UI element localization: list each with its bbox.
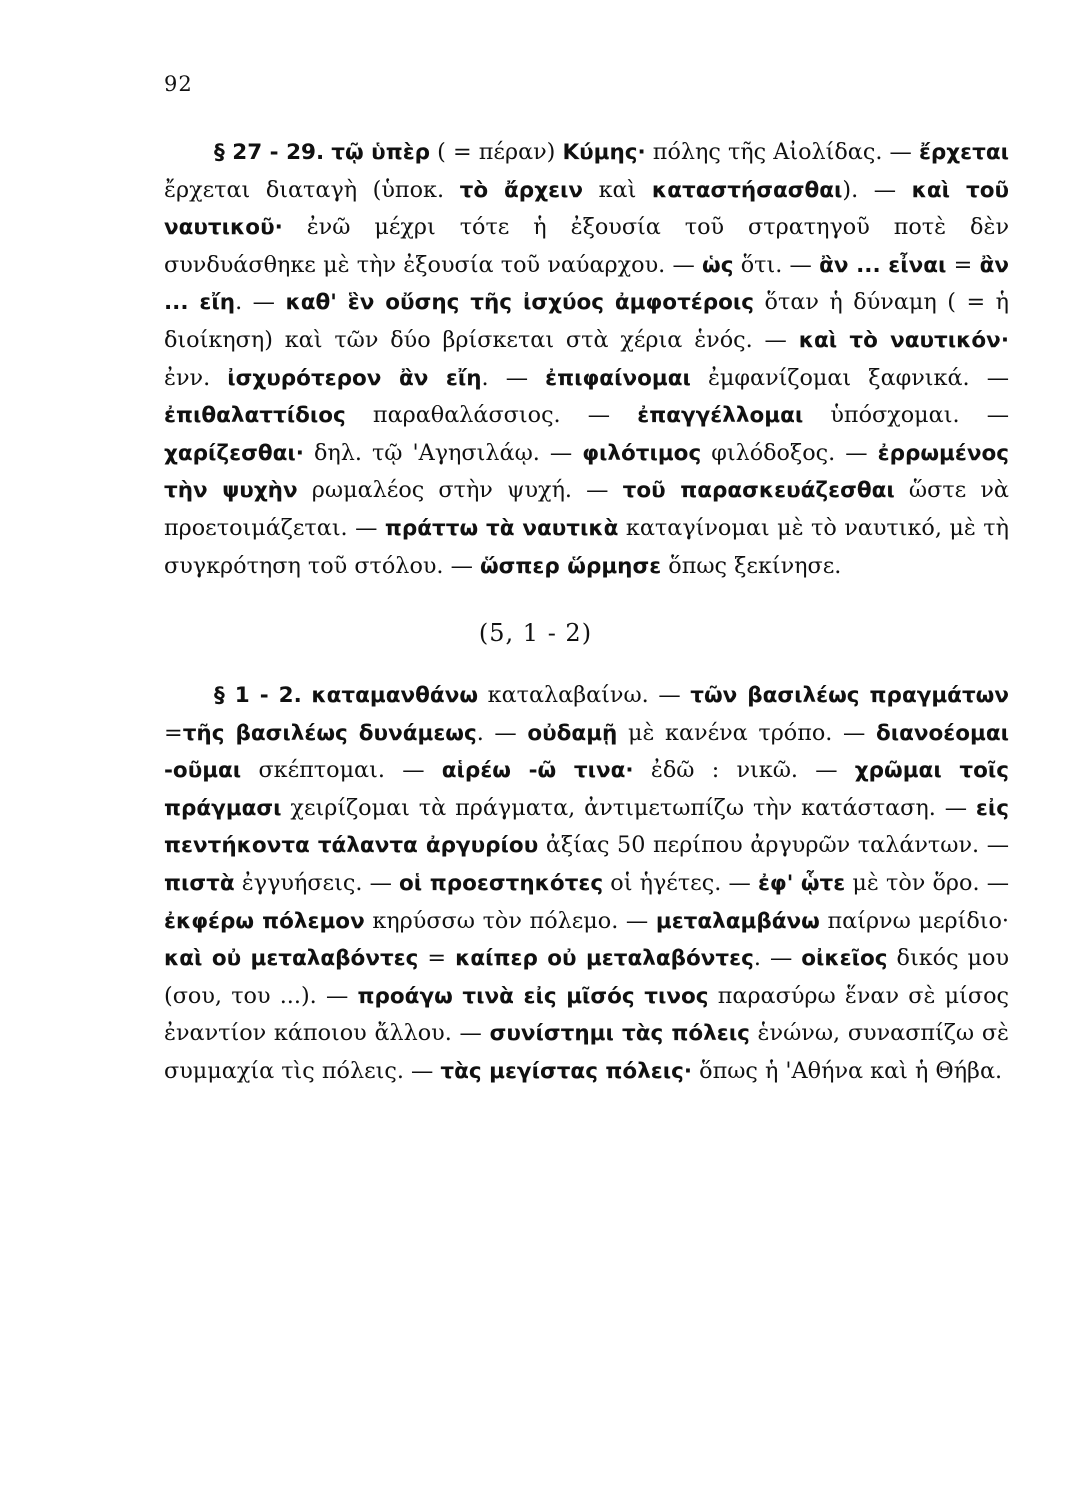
lemma-term: αἱρέω -ῶ τινα· — [441, 758, 634, 784]
gloss-text: παίρνω μερίδιο· — [819, 907, 1009, 934]
lemma-term: ἐκφέρω πόλεμον — [164, 908, 365, 934]
gloss-text: = — [946, 251, 980, 278]
lemma-term: τῷ ὑπὲρ — [331, 140, 431, 165]
gloss-text: καταλαβαίνω. — — [478, 682, 691, 708]
gloss-text: ἐνν. — [164, 364, 228, 391]
gloss-text: ἐμφανίζομαι ξαφνικά. — — [690, 364, 1010, 391]
gloss-text: καὶ — [583, 176, 652, 203]
gloss-text: ρωμαλέος στὴν ψυχή. — — [297, 477, 623, 504]
lemma-term: καταστήσασθαι — [651, 177, 843, 203]
gloss-text: δηλ. τῷ 'Αγησιλάῳ. — — [303, 439, 583, 466]
section-heading: (5, 1 - 2) — [478, 619, 593, 647]
gloss-text: μὲ κανένα τρόπο. — — [617, 719, 876, 746]
gloss-text — [302, 682, 312, 708]
lemma-term: εἰς πεντήκοντα τάλαντα ἀργυρίου — [164, 795, 1009, 859]
lemma-term: πιστὰ — [164, 870, 235, 896]
lemma-term: τῶν βασιλέως πραγμάτων — [690, 683, 1010, 708]
gloss-text: οἱ ἡγέτες. — — [603, 869, 758, 896]
lemma-term: ἐπιθαλαττίδιος — [164, 403, 346, 429]
lemma-term: καὶ τὸ ναυτικόν· — [798, 327, 1009, 353]
lemma-term: διανοέομαι -οῦμαι — [164, 720, 1009, 784]
lemma-term: ἐφ' ᾧτε — [757, 870, 846, 896]
lemma-term: ἰσχυρότερον ἂν εἴη — [227, 365, 482, 391]
lemma-term: καὶ οὐ μεταλαβόντες — [164, 946, 419, 972]
lemma-term: § 27 - 29. — [214, 140, 325, 165]
lemma-term: χαρίζεσθαι· — [164, 440, 304, 466]
lemma-term: ἐπαγγέλλομαι — [637, 403, 804, 429]
lemma-term: τῆς βασιλέως δυνάμεως — [182, 720, 477, 746]
lemma-term: οἰκεῖος — [801, 946, 888, 972]
paragraph-text — [164, 134, 1009, 585]
gloss-text: ὅτι. — — [733, 251, 820, 278]
page-number: 92 — [164, 72, 193, 96]
lemma-term: προάγω τινὰ εἰς μῖσός τινος — [357, 983, 709, 1009]
commentary-paragraph-27-29 — [164, 134, 1009, 585]
lemma-term: ὡς — [702, 252, 734, 278]
lemma-term: οὐδαμῇ — [527, 720, 618, 746]
lemma-term: ἐρρωμένος τὴν ψυχὴν — [164, 440, 1009, 504]
lemma-term: τὸ ἄρχειν — [459, 177, 584, 203]
gloss-text: ὅπως ἡ 'Αθήνα καὶ ἡ Θήβα. — [692, 1057, 1003, 1084]
gloss-text: σκέπτομαι. — — [241, 757, 442, 784]
lemma-term: ἐπιφαίνομαι — [545, 365, 691, 391]
gloss-text: δικός μου (σου, του ...). — — [164, 945, 1010, 1009]
lemma-term: μεταλαμβάνω — [655, 908, 820, 934]
gloss-text: ὑπόσχομαι. — — [803, 402, 1009, 429]
lemma-term: χρῶμαι τοῖς πράγμασι — [164, 758, 1009, 821]
gloss-text: . — — [481, 364, 546, 391]
gloss-text: φιλόδοξος. — — [701, 439, 878, 466]
lemma-term: πράττω τὰ ναυτικὰ — [384, 515, 619, 541]
gloss-text: ( = πέραν) — [430, 139, 563, 165]
gloss-text: μὲ τὸν ὅρο. — — [845, 869, 1009, 896]
lemma-term: ὥσπερ ὥρμησε — [479, 553, 662, 579]
lemma-term: οἱ προεστηκότες — [399, 870, 604, 896]
gloss-text: κηρύσσω τὸν πόλεμο. — — [364, 907, 656, 934]
lemma-term: Κύμης· — [562, 140, 646, 165]
lemma-term: καίπερ οὐ μεταλαβόντες — [455, 946, 754, 972]
gloss-text: πόλης τῆς Αἰολίδας. — — [645, 139, 919, 165]
gloss-text: . — — [235, 289, 286, 316]
gloss-text: καταγίνομαι μὲ τὸ ναυτικό, μὲ τὴ συγκρότηση τοῦ στόλου. — — [164, 514, 1010, 579]
lemma-term: § 1 - 2. — [214, 683, 302, 708]
lemma-term: φιλότιμος — [582, 440, 702, 466]
gloss-text: ἐγγυήσεις. — — [234, 869, 400, 896]
gloss-text: ὅταν ἡ δύναμη ( = ἡ διοίκηση) καὶ τῶν δύο βρίσκεται στὰ χέρια ἑνός. — — [164, 289, 1010, 353]
gloss-text: ὥστε νὰ προετοιμάζεται. — — [164, 477, 1009, 541]
paragraph-text — [164, 677, 1009, 1091]
gloss-text: . — — [476, 719, 528, 746]
lemma-term: καὶ τοῦ ναυτικοῦ· — [164, 177, 1010, 241]
gloss-text: παρασύρω ἕναν σὲ μίσος ἐναντίον κάποιου ἄλλου. — — [164, 982, 1009, 1047]
gloss-text: ἔρχεται διαταγὴ (ὑποκ. — [164, 176, 460, 203]
gloss-text: ἐνῶ μέχρι τότε ἡ ἐξουσία τοῦ στρατηγοῦ ποτὲ δὲν συνδυάσθηκε μὲ τὴν ἐξουσία τοῦ ναύαρχου. — — [164, 214, 1009, 278]
gloss-text: = — [418, 945, 456, 972]
commentary-paragraph-1-2 — [164, 677, 1009, 1091]
gloss-text: = — [164, 719, 183, 746]
lemma-term: ἔρχεται — [918, 140, 1010, 165]
lemma-term: καταμανθάνω — [311, 683, 479, 708]
lemma-term: ἂν ... εἶναι — [819, 252, 947, 278]
lemma-term: τὰς μεγίστας πόλεις· — [440, 1058, 693, 1084]
gloss-text: ἀξίας 50 περίπου ἀργυρῶν ταλάντων. — — [538, 832, 1009, 859]
lemma-term: καθ' ἓν οὔσης τῆς ἰσχύος ἀμφοτέροις — [285, 290, 755, 316]
gloss-text: παραθαλάσσιος. — — [345, 402, 638, 429]
gloss-text: ἑνώνω, συνασπίζω σὲ συμμαχία τὶς πόλεις. — — [164, 1020, 1010, 1084]
gloss-text: ὅπως ξεκίνησε. — [661, 552, 842, 579]
gloss-text: χειρίζομαι τὰ πράγματα, ἀντιμετωπίζω τὴν κατάσταση. — — [281, 794, 976, 821]
gloss-text: ). — — [842, 176, 912, 203]
lemma-term: τοῦ παρασκευάζεσθαι — [622, 478, 895, 504]
lemma-term: ἂν ... εἴη — [164, 252, 1010, 316]
gloss-text: ἐδῶ : νικῶ. — — [633, 757, 855, 784]
lemma-term: συνίστημι τὰς πόλεις — [489, 1021, 750, 1047]
gloss-text: . — — [753, 945, 802, 972]
